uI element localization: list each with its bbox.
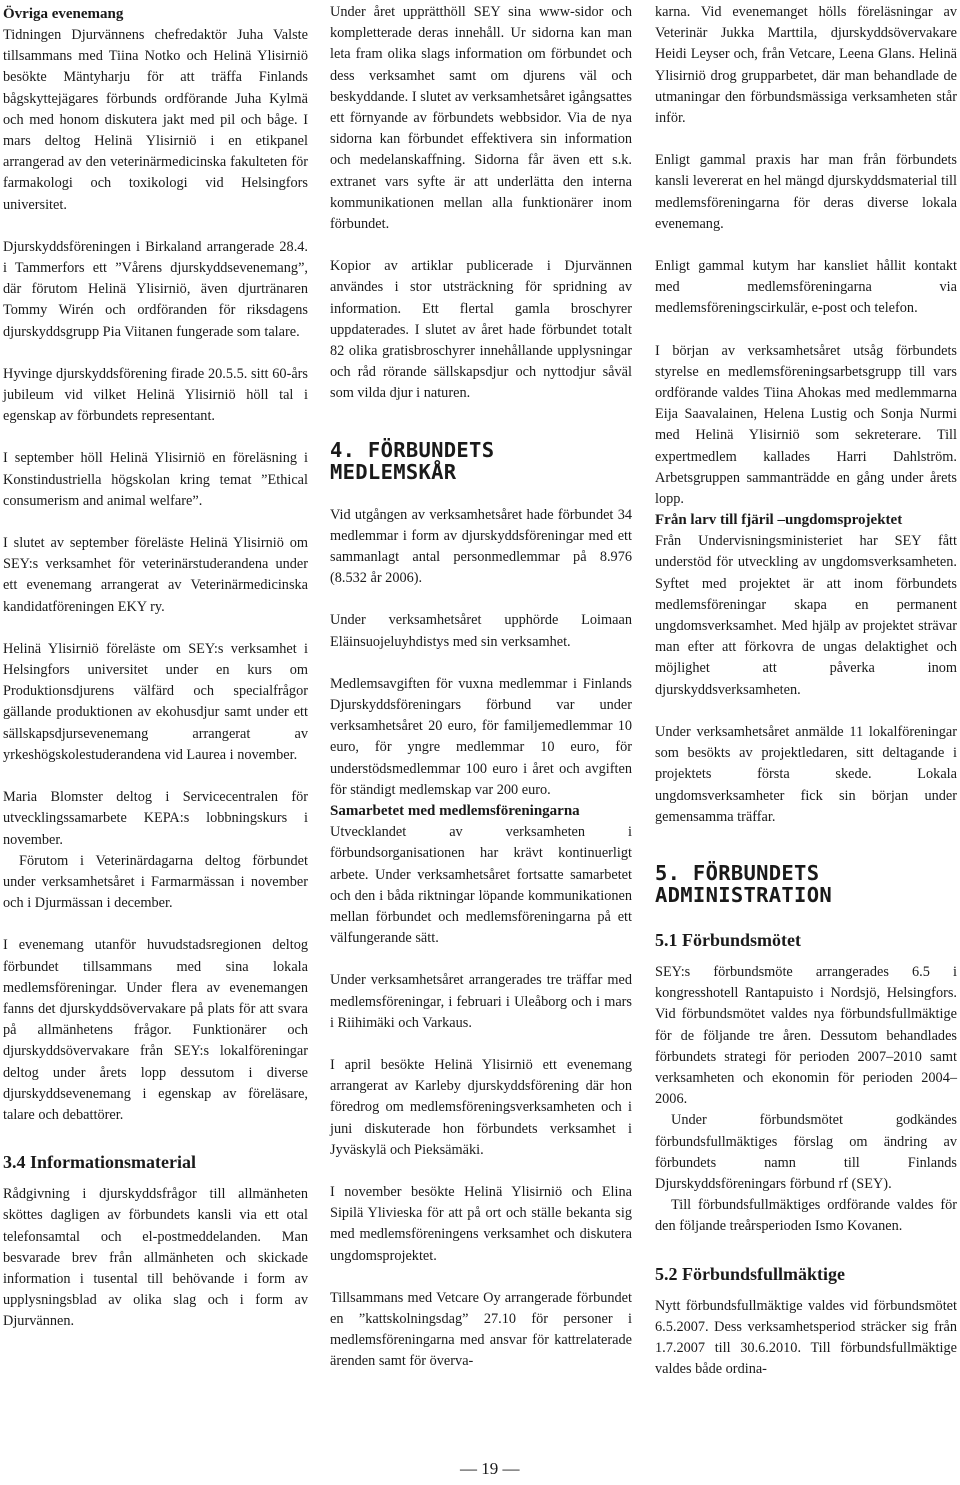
- subheading-ungdomsprojektet: Från larv till fjäril –ungdomsprojektet: [655, 512, 903, 529]
- paragraph: Under förbundsmötet godkändes förbundsfullmäktiges förslag om ändring av förbundets namn till Finlands Djurskyddsföreningars förbund rf (SEY).: [655, 1112, 957, 1192]
- paragraph: Vid utgången av verksamhetsåret hade förbundet 34 medlemmar i form av djurskyddsföreningar med ett sammanlagt antal personmedlemmar på 8.976 (8.532 år 2006).: [330, 506, 632, 587]
- paragraph: Till förbundsfullmäktiges ordförande valdes för den följande treårsperioden Ismo Kovanen.: [655, 1197, 957, 1235]
- paragraph: Från Undervisningsministeriet har SEY fått understöd för utveckling av ungdomsverksamheten. Syftet med projektet är att inom förbundets medlemsföreningar skapa en permanent ungdomsverksamhet. Med hjälp av projektet strävar man efter att förkovra de ungas delaktighet och möjlighet att påverka inom djurskyddsverksamheten.: [655, 533, 957, 698]
- paragraph: Maria Blomster deltog i Servicecentralen för utvecklingssamarbete KEPA:s lobbningskurs i november.: [3, 789, 308, 848]
- section-heading-5-2: 5.2 Förbundsfullmäktige: [655, 1263, 846, 1284]
- section-heading-ovriga-evenemang: Övriga evenemang: [3, 6, 124, 22]
- paragraph: I november besökte Helinä Ylisirniö och Elina Sipilä Ylivieska för att på ort och ställe bekanta sig med medlemsföreningens verksamhet och diskutera ungdomsprojektet.: [330, 1183, 632, 1264]
- column-right: [655, 0, 957, 1380]
- column-middle: [330, 0, 632, 1373]
- paragraph: I slutet av september föreläste Helinä Ylisirniö om SEY:s verksamhet för veterinärstuderandena under ett evenemang arrangerat av Veterinärmedicinska kandidatföreningen EKY ry.: [3, 535, 308, 615]
- chapter-heading-line: 5. FÖRBUNDETS: [655, 860, 820, 885]
- paragraph: Helinä Ylisirniö föreläste om SEY:s verksamhet i Helsingfors universitet under en kurs om Produktionsdjurens välfärd och specialfrågor gällande produktionen av ekohusdjur samt under ett sällskapsdjursevenemang arrangerat av yrkeshögskolestuderandena vid Laurea i november.: [3, 640, 308, 763]
- paragraph: SEY:s förbundsmöte arrangerades 6.5 i kongresshotell Rantapuisto i Nordsjö, Helsingfors. Vid förbundsmötet valdes nya förbundsfullmäktige för de följande tre åren. Dessutom behandlades förbundets strategi för perioden 2007–2010 samt verksamheten och ekonomin för perioden 2004–2006.: [655, 963, 957, 1108]
- paragraph: Djurskyddsföreningen i Birkaland arrangerade 28.4. i Tammerfors ett ”Vårens djurskyddsevenemang”, där förutom Helinä Ylisirniö, även djurtränaren Tommy Wirén och ordföranden för riksdagens djurskyddsgrupp Pia Viitanen fungerade som talare.: [3, 238, 308, 340]
- chapter-heading-line: ADMINISTRATION: [655, 882, 832, 907]
- chapter-heading-4: [330, 439, 632, 483]
- subheading-samarbete: Samarbetet med medlemsföreningarna: [330, 803, 580, 820]
- paragraph: Tidningen Djurvännens chefredaktör Juha Valste tillsammans med Tiina Notko och Helinä Ylisirniö besökte Mäntyharju för att träffa Finlands bågskyttejägares förbunds ordförande Juha Kylmä och med honom diskutera jakt med pil och båge. I mars deltog Helinä Ylisirniö i en etikpanel arrangerad av den veterinärmedicinska fakulteten för farmakologi och toxikologi vid Helsingfors universitet.: [3, 27, 308, 213]
- paragraph: Enligt gammal praxis har man från förbundets kansli levererat en hel mängd djurskyddsmaterial till medlemsföreningarna för deras diverse lokala evenemang.: [655, 152, 957, 232]
- section-heading-5-1: 5.1 Förbundsmötet: [655, 929, 802, 950]
- paragraph: Rådgivning i djurskyddsfrågor till allmänheten sköttes dagligen av förbundets kansli via ett otal telefonsamtal och el-postmeddelanden. Man besvarade brev från allmänheten och skickade information i tusental till behövande i form av upplysningsblad av olika slag och i form av Djurvännen.: [3, 1186, 308, 1330]
- paragraph: Tillsammans med Vetcare Oy arrangerade förbundet en ”kattskolningsdag” 27.10 för personer i medlemsföreningarna med ansvar för kattrelaterade ärenden samt för överva-: [330, 1289, 632, 1370]
- column-left: [3, 0, 308, 1333]
- paragraph: Under verksamhetsåret arrangerades tre träffar med medlemsföreningar, i februari i Uleåborg och i mars i Riihimäki och Varkaus.: [330, 972, 632, 1031]
- chapter-heading-line: 4. FÖRBUNDETS: [330, 437, 495, 462]
- paragraph: karna. Vid evenemanget hölls föreläsningar av Veterinär Jukka Marttila, djurskyddsövervakare Heidi Leyser och, från Vetcare, Leena Glans. Helinä Ylisirniö drog grupparbetet, där man behandlade de utmaningar den förbundsmässiga verksamheten står inför.: [655, 4, 957, 127]
- paragraph: Kopior av artiklar publicerade i Djurvännen användes i stor utsträckning för spridning av information. Ett flertal gamla broschyrer uppdaterades. I slutet av året hade förbundet totalt 82 olika gratisbroschyrer innehållande upplysningar och råd rörande sällskapsdjur och nyttodjur såväl som vilda djur i naturen.: [330, 258, 632, 402]
- paragraph: I början av verksamhetsåret utsåg förbundets styrelse en medlemsföreningsarbetsgrupp till vars ordförande valdes Tiina Ahokas med medlemmarna Eija Saavalainen, Helena Lustig och Sonja Nurmi med Helinä Ylisirniö som sekreterare. Till expertmedlem kallades Harri Dahlström. Arbetsgruppen sammanträdde en gång under årets lopp.: [655, 342, 957, 508]
- paragraph: Hyvinge djurskyddsförening firade 20.5.5. sitt 60-års jubileum vid vilket Helinä Ylisirniö höll tal i egenskap av förbundets representant.: [3, 365, 308, 425]
- chapter-heading-line: MEDLEMSKÅR: [330, 459, 457, 484]
- page-number: — 19 —: [460, 1459, 520, 1478]
- chapter-heading-5: [655, 862, 957, 906]
- paragraph: I evenemang utanför huvudstadsregionen deltog förbundet tillsammans med sina lokala medlemsföreningar. Under flera av evenemangen fanns det djurskyddsövervakare på plats för att svara på allmänhetens frågor. Funktionärer och djurskyddsövervakare från SEY:s lokalföreningar deltog under årets lopp dessutom i diverse djurskyddsevenemang i egenskap av föreläsare, talare och debattörer.: [3, 937, 308, 1123]
- section-heading-3-4: 3.4 Informationsmaterial: [3, 1152, 196, 1173]
- paragraph: Nytt förbundsfullmäktige valdes vid förbundsmötet 6.5.2007. Dess verksamhetsperiod sträcker sig från 1.7.2007 till 30.6.2010. Till förbundsfullmäktige valdes både ordina-: [655, 1297, 957, 1378]
- paragraph: Medlemsavgiften för vuxna medlemmar i Finlands Djurskyddsföreningars förbund var under verksamhetsåret 20 euro, för familjemedlemmar 10 euro, för yngre medlemmar 10 euro, för understödsmedlemmar 100 euro i året och avgiften för ständigt medlemskap var 200 euro.: [330, 675, 632, 798]
- paragraph: Under verksamhetsåret upphörde Loimaan Eläinsuojeluyhdistys med sin verksamhet.: [330, 612, 632, 650]
- paragraph: I april besökte Helinä Ylisirniö ett evenemang arrangerat av Karleby djurskyddsförening där hon föredrog om medlemsföreningsverksamheten och i juni diskuterade hon förbundets verksamhet i Jyväskylä och Pieksämäki.: [330, 1056, 632, 1158]
- paragraph: Utvecklandet av verksamheten i förbundsorganisationen har krävt kontinuerligt arbete. Under verksamhetsåret fortsatte samarbetet och den i båda riktningar löpande kommunikationen mellan förbundet och medlemsföreningarna på ett välfungerande sätt.: [330, 824, 632, 947]
- paragraph: I september höll Helinä Ylisirniö en föreläsning i Konstindustriella högskolan kring temat ”Ethical consumerism and animal welfare”.: [3, 450, 308, 509]
- paragraph: Under året upprätthöll SEY sina www-sidor och kompletterade deras innehåll. Ur sidorna kan man leta fram olika slags information om förbundet och dess verksamhet samt om djurens väl och beskyddande. I slutet av verksamhetsåret igångsattes ett förnyande av förbundets webbsidor. Via de nya sidorna kan förbundet effektivera sin information och medelanskaffning. Sidorna får även ett s.k. extranet vars syfte är att underlätta den interna kommunikationen mellan alla funktionärer inom förbundet.: [330, 4, 632, 233]
- paragraph: Förutom i Veterinärdagarna deltog förbundet under verksamhetsåret i Farmarmässan i november och i Djurmässan i december.: [3, 852, 308, 912]
- paragraph: Under verksamhetsåret anmälde 11 lokalföreningar som besökts av projektledaren, sitt deltagande i projektets första skede. Lokala ungdomsverksamheter fick sin början under gemensamma träffar.: [655, 723, 957, 825]
- paragraph: Enligt gammal kutym har kansliet hållit kontakt med medlemsföreningarna via medlemsföreningscirkulär, e-post och telefon.: [655, 258, 957, 317]
